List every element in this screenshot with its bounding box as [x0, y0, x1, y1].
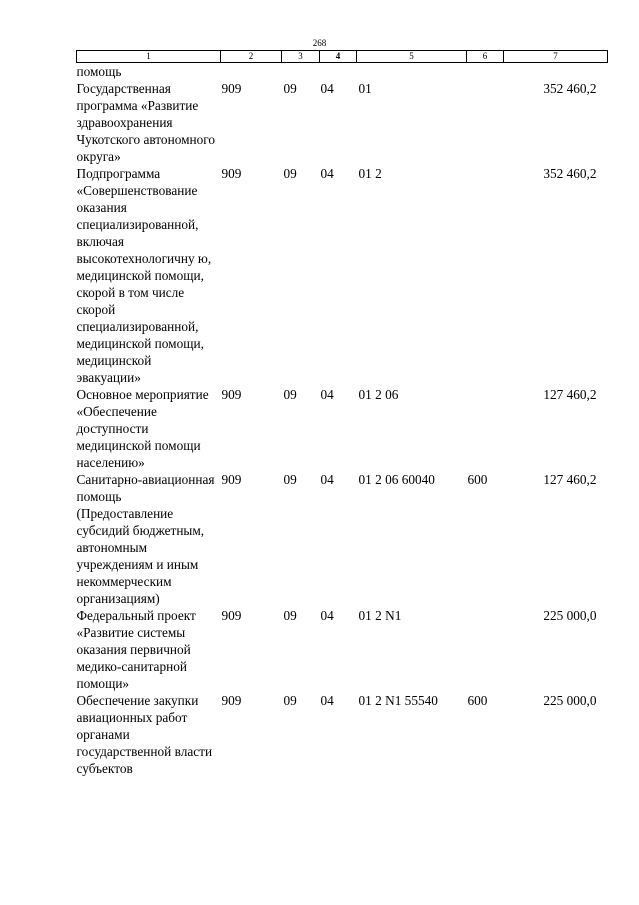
row-amount: 352 460,2 — [543, 166, 597, 181]
row-section: 09 — [283, 472, 297, 487]
table-row — [77, 607, 608, 692]
row-target: 01 2 N1 — [358, 608, 402, 623]
row-name: Основное мероприятие «Обеспечение доступности медицинской помощи населению» — [76, 387, 209, 470]
continuation-text: помощь — [76, 64, 122, 79]
row-section: 09 — [283, 608, 297, 623]
header-col-2: 2 — [221, 51, 282, 63]
row-subsection: 04 — [320, 387, 334, 402]
row-name: Санитарно-авиационная помощь (Предоставление субсидий бюджетным, автономным учреждениям и иным некоммерческим организациям) — [76, 472, 215, 606]
table-row — [77, 165, 608, 386]
row-name: Государственная программа «Развитие здравоохранения Чукотского автономного округа» — [76, 81, 216, 164]
table-header — [77, 51, 608, 63]
page-number: 268 — [312, 38, 327, 48]
row-code: 909 — [221, 693, 242, 708]
row-section: 09 — [283, 81, 297, 96]
row-amount: 225 000,0 — [543, 608, 597, 623]
row-section: 09 — [283, 693, 297, 708]
table-row — [77, 80, 608, 165]
row-code: 909 — [221, 608, 242, 623]
row-subsection: 04 — [320, 81, 334, 96]
table-body — [77, 63, 608, 778]
row-subsection: 04 — [320, 472, 334, 487]
row-section: 09 — [283, 166, 297, 181]
row-name: Федеральный проект «Развитие системы оказания первичной медико-санитарной помощи» — [76, 608, 196, 691]
row-expense-type — [467, 165, 504, 386]
row-expense-type — [467, 80, 504, 165]
header-col-5: 5 — [357, 51, 467, 63]
row-expense-type: 600 — [467, 472, 488, 487]
header-col-3: 3 — [282, 51, 320, 63]
row-code: 909 — [221, 81, 242, 96]
row-amount: 127 460,2 — [543, 472, 597, 487]
table-row — [77, 386, 608, 471]
row-target: 01 — [358, 81, 372, 96]
row-expense-type — [467, 386, 504, 471]
row-amount: 352 460,2 — [543, 81, 597, 96]
header-col-1: 1 — [77, 51, 221, 63]
row-amount: 127 460,2 — [543, 387, 597, 402]
budget-table — [76, 50, 608, 777]
continuation-row — [77, 63, 608, 81]
header-col-6: 6 — [467, 51, 504, 63]
row-code: 909 — [221, 387, 242, 402]
row-subsection: 04 — [320, 166, 334, 181]
row-target: 01 2 06 60040 — [358, 472, 435, 487]
row-code: 909 — [221, 472, 242, 487]
row-amount: 225 000,0 — [543, 693, 597, 708]
row-target: 01 2 06 — [358, 387, 399, 402]
header-row — [77, 51, 608, 63]
row-target: 01 2 N1 55540 — [358, 693, 438, 708]
header-col-4: 4 — [320, 51, 357, 63]
table-row — [77, 471, 608, 607]
row-code: 909 — [221, 166, 242, 181]
row-name: Подпрограмма «Совершенствование оказания специализированной, включая высокотехнологичну ю, медицинской помощи, скорой в том числе скорой специализированной, медицинской помощи, медицинской эвакуации» — [76, 166, 212, 385]
header-col-7: 7 — [504, 51, 608, 63]
row-subsection: 04 — [320, 693, 334, 708]
row-target: 01 2 — [358, 166, 382, 181]
row-section: 09 — [283, 387, 297, 402]
row-name: Обеспечение закупки авиационных работ органами государственной власти субъектов — [76, 693, 213, 776]
table-row — [77, 692, 608, 777]
row-expense-type — [467, 607, 504, 692]
row-subsection: 04 — [320, 608, 334, 623]
row-expense-type: 600 — [467, 693, 488, 708]
